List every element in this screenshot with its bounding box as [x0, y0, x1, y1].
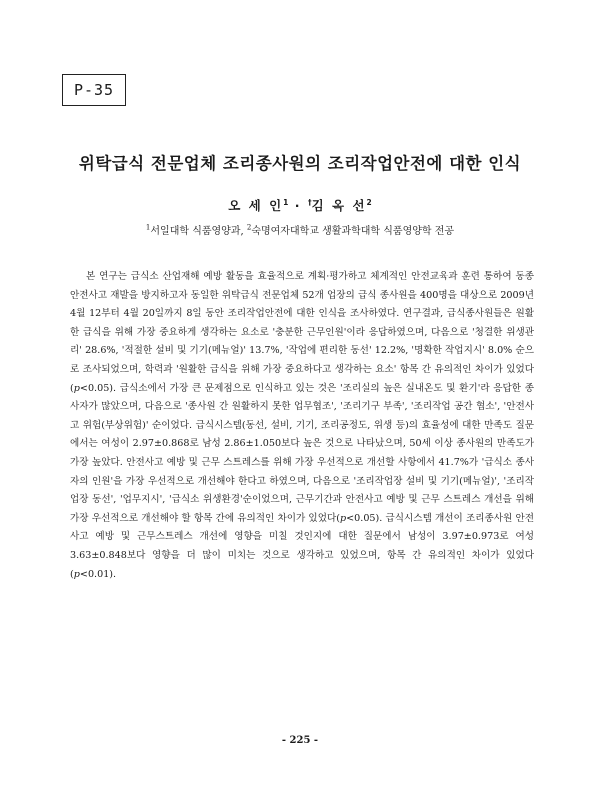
- affiliation-1-sup: 1: [145, 223, 151, 232]
- p-symbol-2: p: [339, 512, 347, 524]
- page-number: - 225 -: [281, 735, 319, 746]
- poster-code: P-35: [73, 81, 115, 99]
- author-1-sup: 1: [283, 197, 289, 207]
- affiliation-1: 서일대학 식품영양과,: [150, 226, 247, 237]
- author-2-name: 김 옥 선: [311, 198, 367, 213]
- affiliation-line: [40, 222, 560, 237]
- author-line: [40, 196, 560, 214]
- abstract-body: [70, 268, 534, 584]
- affiliation-2-sup: 2: [246, 223, 252, 232]
- p-symbol-3: p: [73, 568, 80, 580]
- p-symbol-1: p: [73, 382, 80, 394]
- abstract-text-2: <0.05). 급식소에서 가장 큰 문제점으로 인식하고 있는 것은 '조리실의 높은 실내온도 및 환기'라 응답한 종사자가 많았으며, 다음으로 '종사원 간 원활하지 못한 업무협조', '조리기구 부족', '조리작업 공간 협소', '안전사고 위험(부상위험)' 순이었다. 급식시스템(동선, 설비, 기기, 조리공정도, 위생 등)의 효율성에 대한 만족도 질문에서는 여성이 2.97±0.868로 남성 2.86±1.050보다 높은 것으로 나타났으며, 50세 이상 종사원의 만족도가 가장 높았다. 안전사고 예방 및 근무 스트레스를 위해 가장 우선적으로 개선할 사항에서 41.7%가 '급식소 종사자의 인원'을 가장 우선적으로 개선해야 한다고 하였으며, 다음으로 '조리작업장 설비 및 기기(메뉴얼)', '조리작업장 동선', '업무지시', '급식소 위생환경'순이었으며, 근무기간과 안전사고 예방 및 근무 스트레스 개선을 위해 가장 우선적으로 개선해야 할 항목 간에 유의적인 차이가 있었다(: [70, 382, 534, 524]
- affiliation-2: 숙명여자대학교 생활과학대학 식품영양학 전공: [251, 226, 455, 237]
- poster-code-box: [62, 74, 126, 106]
- author-separator: ·: [288, 198, 308, 213]
- paper-title: 위탁급식 전문업체 조리종사원의 조리작업안전에 대한 인식: [78, 154, 522, 173]
- abstract-text-4: <0.01).: [79, 568, 117, 580]
- author-1-name: 오 세 인: [228, 198, 284, 213]
- abstract-text-1: 본 연구는 급식소 산업재해 예방 활동을 효율적으로 계획·평가하고 체계적인 안전교육과 훈련 통하여 동종 안전사고 재발을 방지하고자 동일한 위탁급식 전문업체 52개 업장의 급식 종사원을 400명을 대상으로 2009년 4월 12부터 4월 20일까지 8일 동안 조리작업안전에 대한 인식을 조사하였다. 연구결과, 급식종사원들은 원활한 급식을 위해 가장 중요하게 생각하는 요소로 '충분한 근무인원'이라 응답하였으며, 다음으로 '청결한 위생관리' 28.6%, '적절한 설비 및 기기(메뉴얼)' 13.7%, '작업에 편리한 동선' 12.2%, '명확한 작업지시' 8.0% 순으로 조사되었으며, 학력과 '원활한 급식을 위해 가장 중요하다고 생각하는 요소' 항목 간 유의적인 차이가 있었다(: [70, 271, 534, 394]
- abstract-paragraph: [70, 268, 534, 584]
- corresponding-mark: †: [307, 197, 312, 207]
- author-2-sup: 2: [366, 197, 372, 207]
- abstract-text-3: <0.05). 급식시스템 개선이 조리종사원 안전사고 예방 및 근무스트레스 개선에 영향을 미칠 것인지에 대한 질문에서 남성이 3.97±0.973로 여성 3.63±0.848보다 영향을 더 많이 미치는 것으로 생각하고 있었으며, 항목 간 유의적인 차이가 있었다(: [70, 512, 534, 580]
